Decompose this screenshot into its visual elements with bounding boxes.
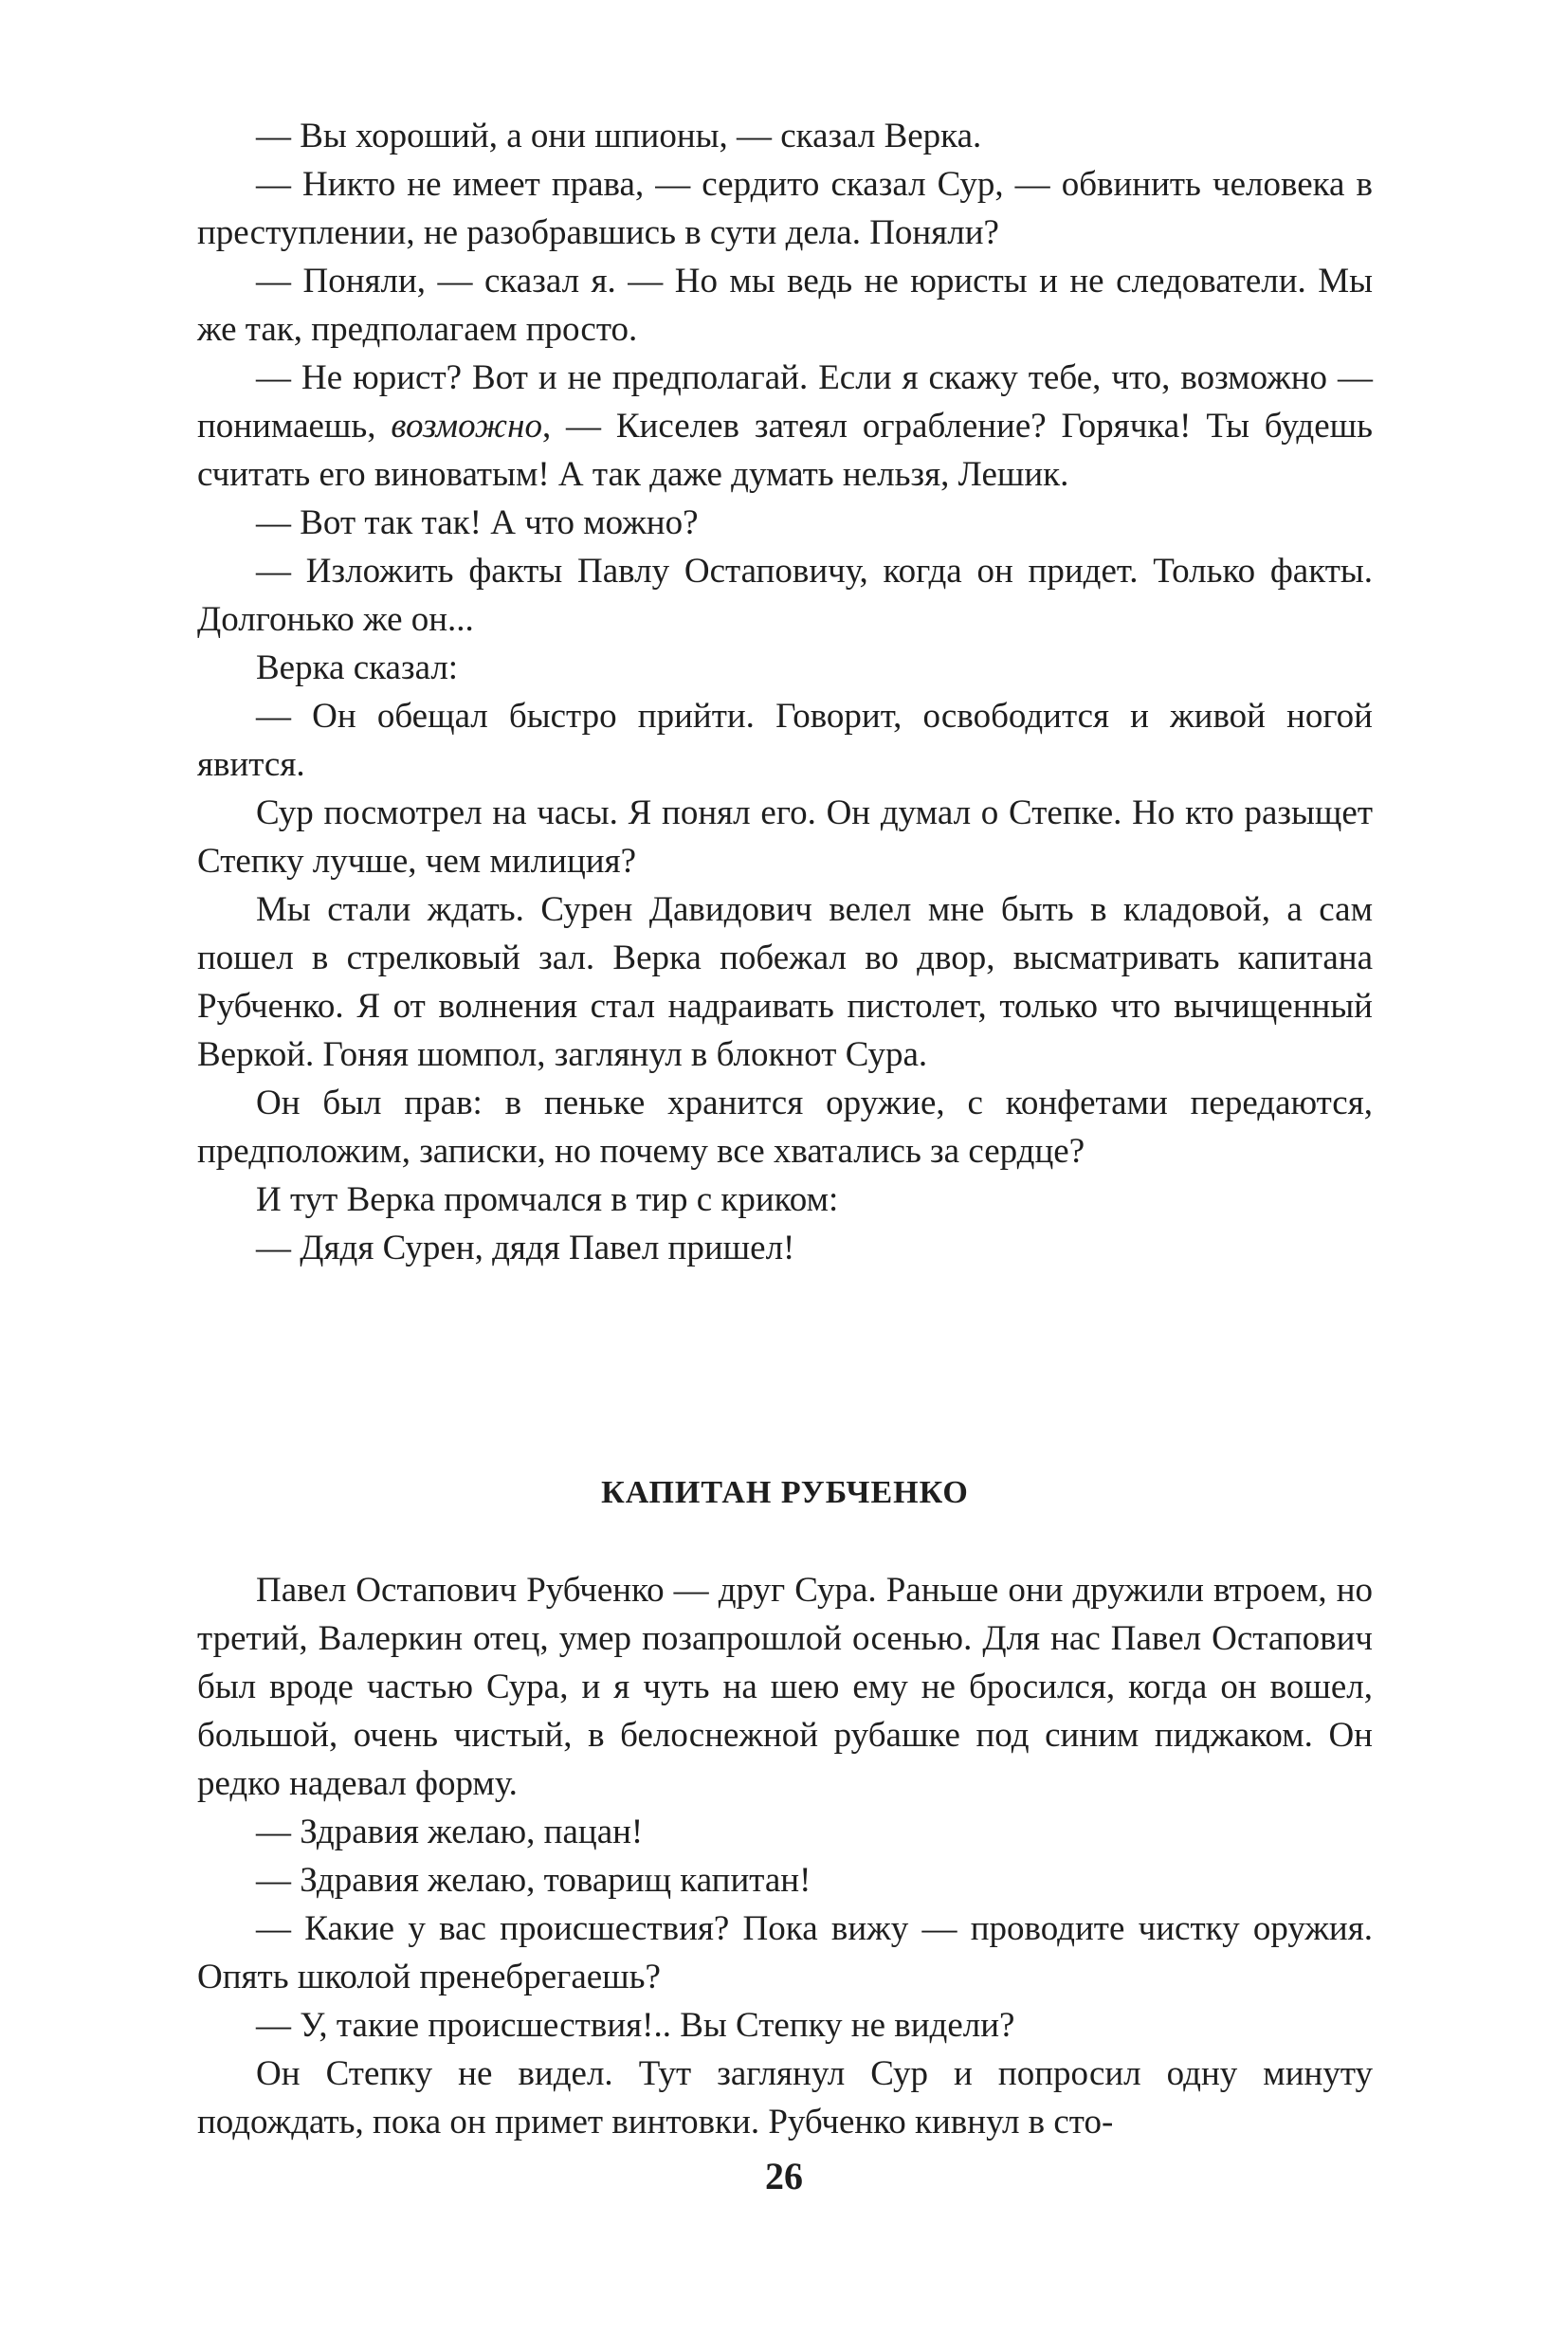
text-section-bottom [197, 1566, 1373, 2146]
paragraph: — У, такие происшествия!.. Вы Степку не видели? [256, 2006, 1015, 2045]
paragraph: — Вот так так! А что можно? [256, 503, 699, 542]
paragraph: — Вы хороший, а они шпионы, — сказал Верка. [256, 117, 982, 155]
page-number: 26 [765, 2155, 803, 2197]
paragraph: — Здравия желаю, товарищ капитан! [256, 1861, 811, 1900]
paragraph: Он Степку не видел. Тут заглянул Сур и попросил одну минуту подождать, пока он примет винтовки. Рубченко кивнул в сто- [197, 2054, 1373, 2141]
text-section-top [197, 112, 1373, 1272]
emphasis: возможно [391, 407, 542, 446]
paragraph: — Не юрист? Вот и не предполагай. Если я скажу тебе, что, возможно — понимаешь, возможно, — Киселев затеял ограбление? Горячка! Ты будешь считать его виноватым! А так даже думать нельзя, Лешик. [197, 358, 1373, 494]
paragraph: — Дядя Сурен, дядя Павел пришел! [256, 1229, 795, 1267]
paragraph: — Изложить факты Павлу Остаповичу, когда он придет. Только факты. Долгонько же он... [197, 552, 1373, 639]
paragraph: Павел Остапович Рубченко — друг Сура. Раньше они дружили втроем, но третий, Валеркин отец, умер позапрошлой осенью. Для нас Павел Остапович был вроде частью Сура, и я чуть на шею ему не бросился, когда он вошел, большой, очень чистый, в белоснежной рубашке под синим пиджаком. Он редко надевал форму. [197, 1571, 1373, 1803]
paragraph: — Здравия желаю, пацан! [256, 1813, 644, 1851]
paragraph: Верка сказал: [256, 648, 459, 687]
paragraph: — Поняли, — сказал я. — Но мы ведь не юристы и не следователи. Мы же так, предполагаем просто. [197, 262, 1373, 349]
chapter-title: КАПИТАН РУБЧЕНКО [601, 1475, 969, 1510]
paragraph: — Какие у вас происшествия? Пока вижу — проводите чистку оружия. Опять школой пренебрегаешь? [197, 1909, 1373, 1996]
paragraph: Сур посмотрел на часы. Я понял его. Он думал о Степке. Но кто разыщет Степку лучше, чем милиция? [197, 793, 1373, 881]
paragraph: И тут Верка промчался в тир с криком: [256, 1180, 839, 1219]
paragraph: — Никто не имеет права, — сердито сказал Сур, — обвинить человека в преступлении, не разобравшись в сути дела. Поняли? [197, 165, 1373, 252]
paragraph: Мы стали ждать. Сурен Давидович велел мне быть в кладовой, а сам пошел в стрелковый зал. Верка побежал во двор, высматривать капитана Рубченко. Я от волнения стал надраивать пистолет, только что вычищенный Веркой. Гоняя шомпол, заглянул в блокнот Сура. [197, 890, 1373, 1074]
paragraph: — Он обещал быстро прийти. Говорит, освободится и живой ногой явится. [197, 697, 1373, 784]
paragraph: Он был прав: в пеньке хранится оружие, с конфетами передаются, предположим, записки, но почему все хватались за сердце? [197, 1084, 1373, 1171]
